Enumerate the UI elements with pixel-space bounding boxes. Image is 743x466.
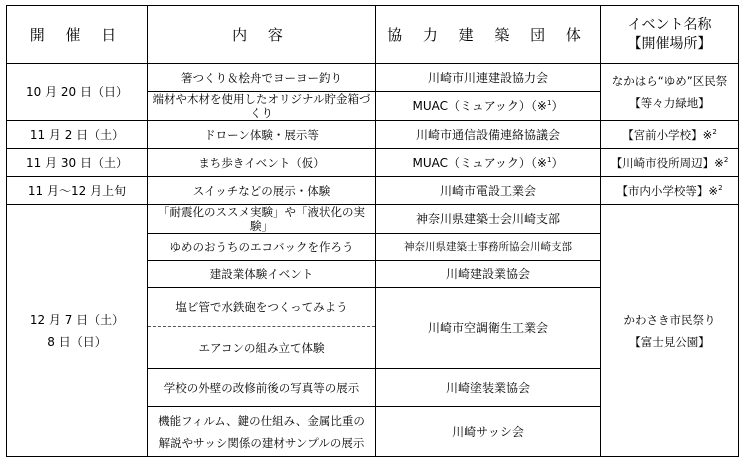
date-cell: 10 月 20 日（日）: [7, 64, 148, 121]
date-line-1: 12 月 7 日（土）: [29, 312, 125, 327]
org-cell: [376, 149, 601, 177]
venue-cell: [601, 121, 739, 149]
venue-cell: [601, 177, 739, 205]
content-cell: 塩ビ管で水鉄砲をつくってみよう: [148, 288, 376, 327]
table-row: [7, 177, 739, 205]
table-row: [7, 64, 739, 92]
org-cell: 川崎サッシ会: [376, 407, 601, 457]
org-name: MUAC（ミュアック）（※: [412, 99, 547, 113]
event-venue: 【川崎市役所周辺】※: [610, 155, 724, 170]
org-cell: 川崎建設業協会: [376, 261, 601, 288]
org-cell: [376, 92, 601, 121]
content-cell: 箸つくり＆桧舟でヨーヨー釣り: [148, 64, 376, 92]
content-cell: 学校の外壁の改修前後の写真等の展示: [148, 369, 376, 407]
event-venue: 【富士見公園】: [629, 334, 710, 349]
table-row: [7, 205, 739, 234]
event-name: なかはら“ゆめ”区民祭: [611, 74, 728, 88]
venue-cell: [601, 149, 739, 177]
venue-cell: [601, 205, 739, 457]
org-tail: ）: [551, 99, 564, 113]
footnote-mark: 2: [718, 183, 723, 192]
event-venue: 【等々力緑地】: [629, 96, 710, 110]
date-cell: 11 月～12 月上旬: [7, 177, 148, 205]
date-cell: 11 月 2 日（土）: [7, 121, 148, 149]
content-cell: 端材や木材を使用したオリジナル貯金箱づくり: [148, 92, 376, 121]
org-cell: 川崎市通信設備連絡協議会: [376, 121, 601, 149]
org-cell: 川崎市空調衛生工業会: [376, 288, 601, 369]
content-cell: まち歩きイベント（仮）: [148, 149, 376, 177]
header-content: 内 容: [148, 6, 376, 64]
content-cell: ゆめのおうちのエコバックを作ろう: [148, 234, 376, 261]
content-cell: 「耐震化のススメ実験」や「液状化の実験」: [148, 205, 376, 234]
date-line-2: 8 日（日）: [47, 334, 107, 349]
header-event-name: イベント名称: [627, 16, 712, 33]
header-event-venue: 【開催場所】: [627, 35, 712, 52]
header-event: [601, 6, 739, 64]
venue-cell: [601, 64, 739, 121]
content-line-2: 解説やサッシ関係の建材サンプルの展示: [158, 435, 365, 450]
footnote-mark: 1: [547, 155, 552, 164]
date-cell: [7, 205, 148, 457]
content-line-1: 機能フィルム、鍵の仕組み、金属比重の: [158, 413, 365, 428]
table-row: [7, 149, 739, 177]
org-cell: 川崎塗装業協会: [376, 369, 601, 407]
footnote-mark: 2: [712, 127, 717, 136]
table-row: [7, 121, 739, 149]
footnote-mark: 2: [723, 155, 729, 164]
event-venue: 【宮前小学校】※: [622, 127, 713, 142]
event-schedule-table: [6, 5, 739, 457]
content-cell: ドローン体験・展示等: [148, 121, 376, 149]
org-cell: 神奈川県建築士会川崎支部: [376, 205, 601, 234]
org-cell: 神奈川県建築士事務所協会川崎支部: [376, 234, 601, 261]
header-organization: 協 力 建 築 団 体: [376, 6, 601, 64]
org-cell: 川崎市川連建設協力会: [376, 64, 601, 92]
org-cell: 川崎市電設工業会: [376, 177, 601, 205]
org-tail: ）: [551, 155, 564, 170]
event-name: かわさき市民祭り: [623, 312, 716, 327]
header-date: 開 催 日: [7, 6, 148, 64]
content-cell: エアコンの組み立て体験: [148, 327, 376, 369]
content-cell: 建設業体験イベント: [148, 261, 376, 288]
date-cell: 11 月 30 日（土）: [7, 149, 148, 177]
org-name: MUAC（ミュアック）（※: [412, 155, 547, 170]
header-row: [7, 6, 739, 64]
content-cell: [148, 407, 376, 457]
content-cell: スイッチなどの展示・体験: [148, 177, 376, 205]
event-venue: 【市内小学校等】※: [616, 183, 719, 198]
footnote-mark: 1: [547, 99, 552, 107]
